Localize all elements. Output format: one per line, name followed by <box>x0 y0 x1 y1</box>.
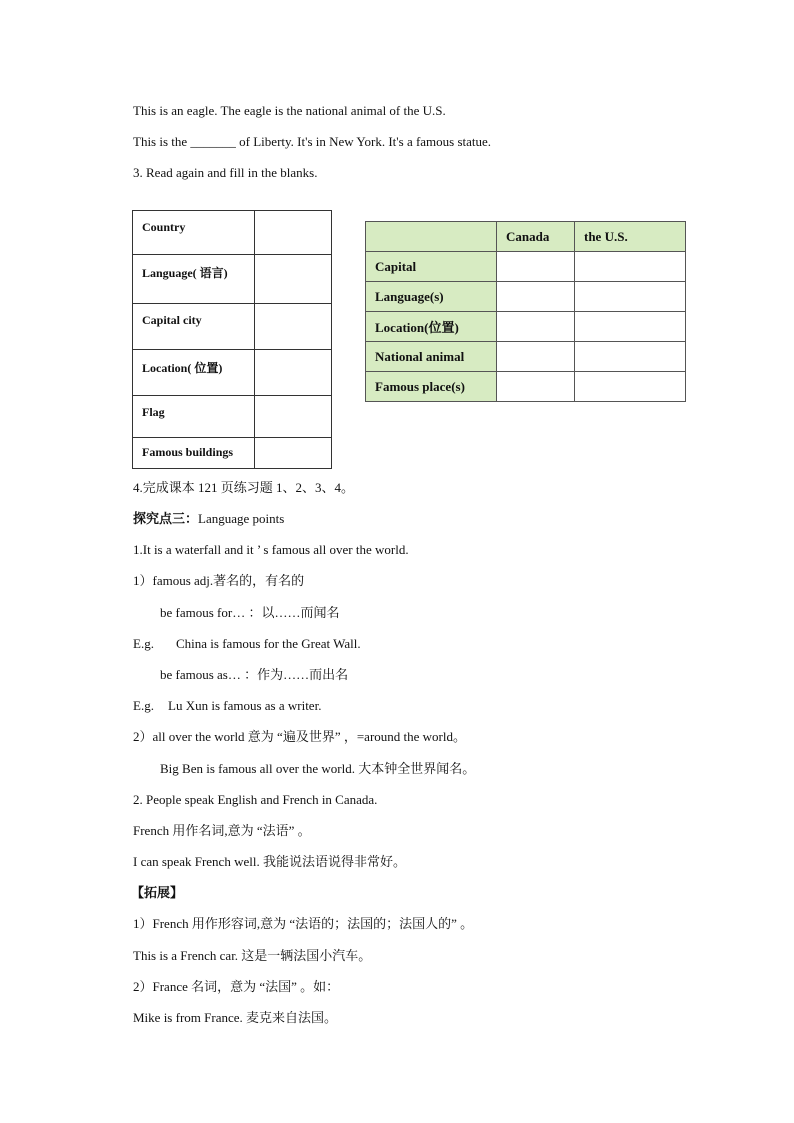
table-row-label: Capital <box>366 252 497 282</box>
blank-cell[interactable] <box>255 350 332 396</box>
blank-cell[interactable] <box>497 372 575 402</box>
example-text: China is famous for the Great Wall. <box>176 636 361 651</box>
text-line: 1）famous adj.著名的，有名的 <box>133 573 305 588</box>
blank-cell[interactable] <box>255 438 332 469</box>
text-line: be famous for… ：以……而闻名 <box>160 605 340 620</box>
text-line: 2）France 名词，意为 “法国” 。如： <box>133 979 340 994</box>
blank-cell[interactable] <box>575 252 686 282</box>
text-line: 1.It is a waterfall and it ’ s famous all over the world. <box>133 542 409 557</box>
text-line: be famous as… ：作为……而出名 <box>160 667 349 682</box>
text-line: 4.完成课本 121 页练习题 1、2、3、4。 <box>133 480 355 495</box>
blank-cell[interactable] <box>255 304 332 350</box>
table-header-cell: Canada <box>497 222 575 252</box>
text-line: 1）French 用作形容词,意为 “法语的；法国的；法国人的” 。 <box>133 916 474 931</box>
blank-cell[interactable] <box>497 282 575 312</box>
table-row-label: Location(位置) <box>366 312 497 342</box>
blank-cell[interactable] <box>575 342 686 372</box>
example-label: E.g. <box>133 636 154 651</box>
table-row-label: National animal <box>366 342 497 372</box>
blank-cell[interactable] <box>255 396 332 438</box>
blank-cell[interactable] <box>575 312 686 342</box>
country-info-table <box>132 210 332 469</box>
section-label: 探究点三： <box>133 511 199 526</box>
text-line: Big Ben is famous all over the world. 大本钟全世界闻名。 <box>160 761 476 776</box>
text-line: 3. Read again and fill in the blanks. <box>133 165 318 180</box>
blank-cell[interactable] <box>255 255 332 304</box>
text-line: French 用作名词,意为 “法语” 。 <box>133 823 311 838</box>
table-cell-label: Location( 位置) <box>133 350 255 396</box>
example-text: Lu Xun is famous as a writer. <box>168 698 322 713</box>
table-cell-label: Flag <box>133 396 255 438</box>
blank-cell[interactable] <box>575 372 686 402</box>
text-line: I can speak French well. 我能说法语说得非常好。 <box>133 854 406 869</box>
blank-cell[interactable] <box>575 282 686 312</box>
table-cell-label: Famous buildings <box>133 438 255 469</box>
text-line: This is an eagle. The eagle is the national animal of the U.S. <box>133 103 446 118</box>
section-title: Language points <box>198 511 285 526</box>
table-row-label: Famous place(s) <box>366 372 497 402</box>
extension-heading: 【拓展】 <box>131 885 184 900</box>
text-line: This is a French car. 这是一辆法国小汽车。 <box>133 948 372 963</box>
text-line: Mike is from France. 麦克来自法国。 <box>133 1010 338 1025</box>
blank-cell[interactable] <box>255 211 332 255</box>
section-heading <box>133 511 284 527</box>
table-cell-label: Language( 语言) <box>133 255 255 304</box>
example-label: E.g. <box>133 698 154 713</box>
blank-cell[interactable] <box>497 312 575 342</box>
table-header-cell: the U.S. <box>575 222 686 252</box>
table-header-cell <box>366 222 497 252</box>
comparison-table <box>365 221 686 402</box>
blank-cell[interactable] <box>497 342 575 372</box>
text-line: 2）all over the world 意为 “遍及世界” ，=around the world。 <box>133 729 466 744</box>
blank-cell[interactable] <box>497 252 575 282</box>
table-cell-label: Country <box>133 211 255 255</box>
text-line: This is the _______ of Liberty. It's in New York. It's a famous statue. <box>133 134 492 149</box>
table-cell-label: Capital city <box>133 304 255 350</box>
text-line: 2. People speak English and French in Canada. <box>133 792 378 807</box>
table-row-label: Language(s) <box>366 282 497 312</box>
